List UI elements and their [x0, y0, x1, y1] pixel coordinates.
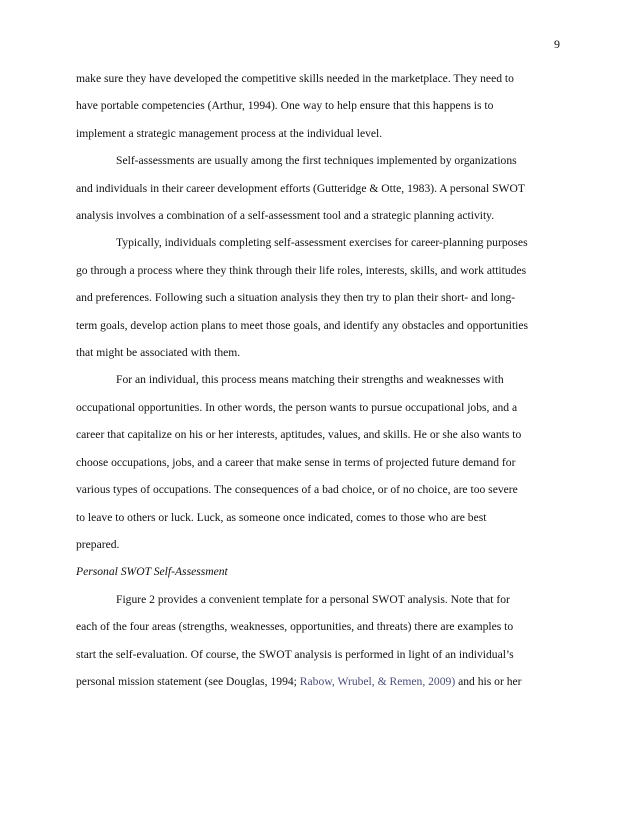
text-line: and preferences. Following such a situation analysis they then try to plan their short- and long- [76, 291, 516, 305]
text-line: various types of occupations. The consequences of a bad choice, or of no choice, are too severe [76, 483, 518, 497]
text-line: each of the four areas (strengths, weaknesses, opportunities, and threats) there are examples to [76, 620, 514, 634]
text-line: implement a strategic management process at the individual level. [76, 126, 383, 140]
text-line: occupational opportunities. In other words, the person wants to pursue occupational jobs, and a [76, 400, 518, 414]
text-line: go through a process where they think through their life roles, interests, skills, and work attitudes [76, 263, 527, 277]
text-line: have portable competencies (Arthur, 1994). One way to help ensure that this happens is to [76, 99, 494, 113]
text-line: make sure they have developed the competitive skills needed in the marketplace. They need to [76, 72, 514, 85]
paragraph-start-line: Self-assessments are usually among the first techniques implemented by organizations [116, 154, 517, 168]
text-line: career that capitalize on his or her interests, aptitudes, values, and skills. He or she also wants to [76, 428, 522, 442]
section-heading: Personal SWOT Self-Assessment [76, 565, 228, 579]
text-line: term goals, develop action plans to meet those goals, and identify any obstacles and opportunities [76, 318, 529, 332]
text-line: start the self-evaluation. Of course, the SWOT analysis is performed in light of an individual’s [76, 647, 514, 661]
text-line-with-citation [76, 668, 566, 695]
citation-link[interactable]: Rabow, Wrubel, & Remen, 2009) [299, 674, 456, 688]
body-text [76, 65, 566, 695]
paragraph-start-line: Figure 2 provides a convenient template for a personal SWOT analysis. Note that for [116, 592, 510, 606]
text-line: prepared. [76, 537, 120, 551]
text-line: and individuals in their career development efforts (Gutteridge & Otte, 1983). A personal SWOT [76, 181, 525, 195]
text-segment: personal mission statement (see Douglas, 1994; [76, 674, 300, 688]
paragraph-start-line: For an individual, this process means matching their strengths and weaknesses with [116, 373, 504, 387]
paragraph-start-line: Typically, individuals completing self-assessment exercises for career-planning purposes [116, 236, 528, 250]
text-line: analysis involves a combination of a self-assessment tool and a strategic planning activity. [76, 209, 495, 223]
text-line: that might be associated with them. [76, 346, 241, 360]
page-number: 9 [554, 37, 560, 51]
text-segment: and his or her [455, 674, 522, 688]
text-line: choose occupations, jobs, and a career that make sense in terms of projected future demand for [76, 455, 516, 469]
text-line: to leave to others or luck. Luck, as someone once indicated, comes to those who are best [76, 510, 487, 524]
